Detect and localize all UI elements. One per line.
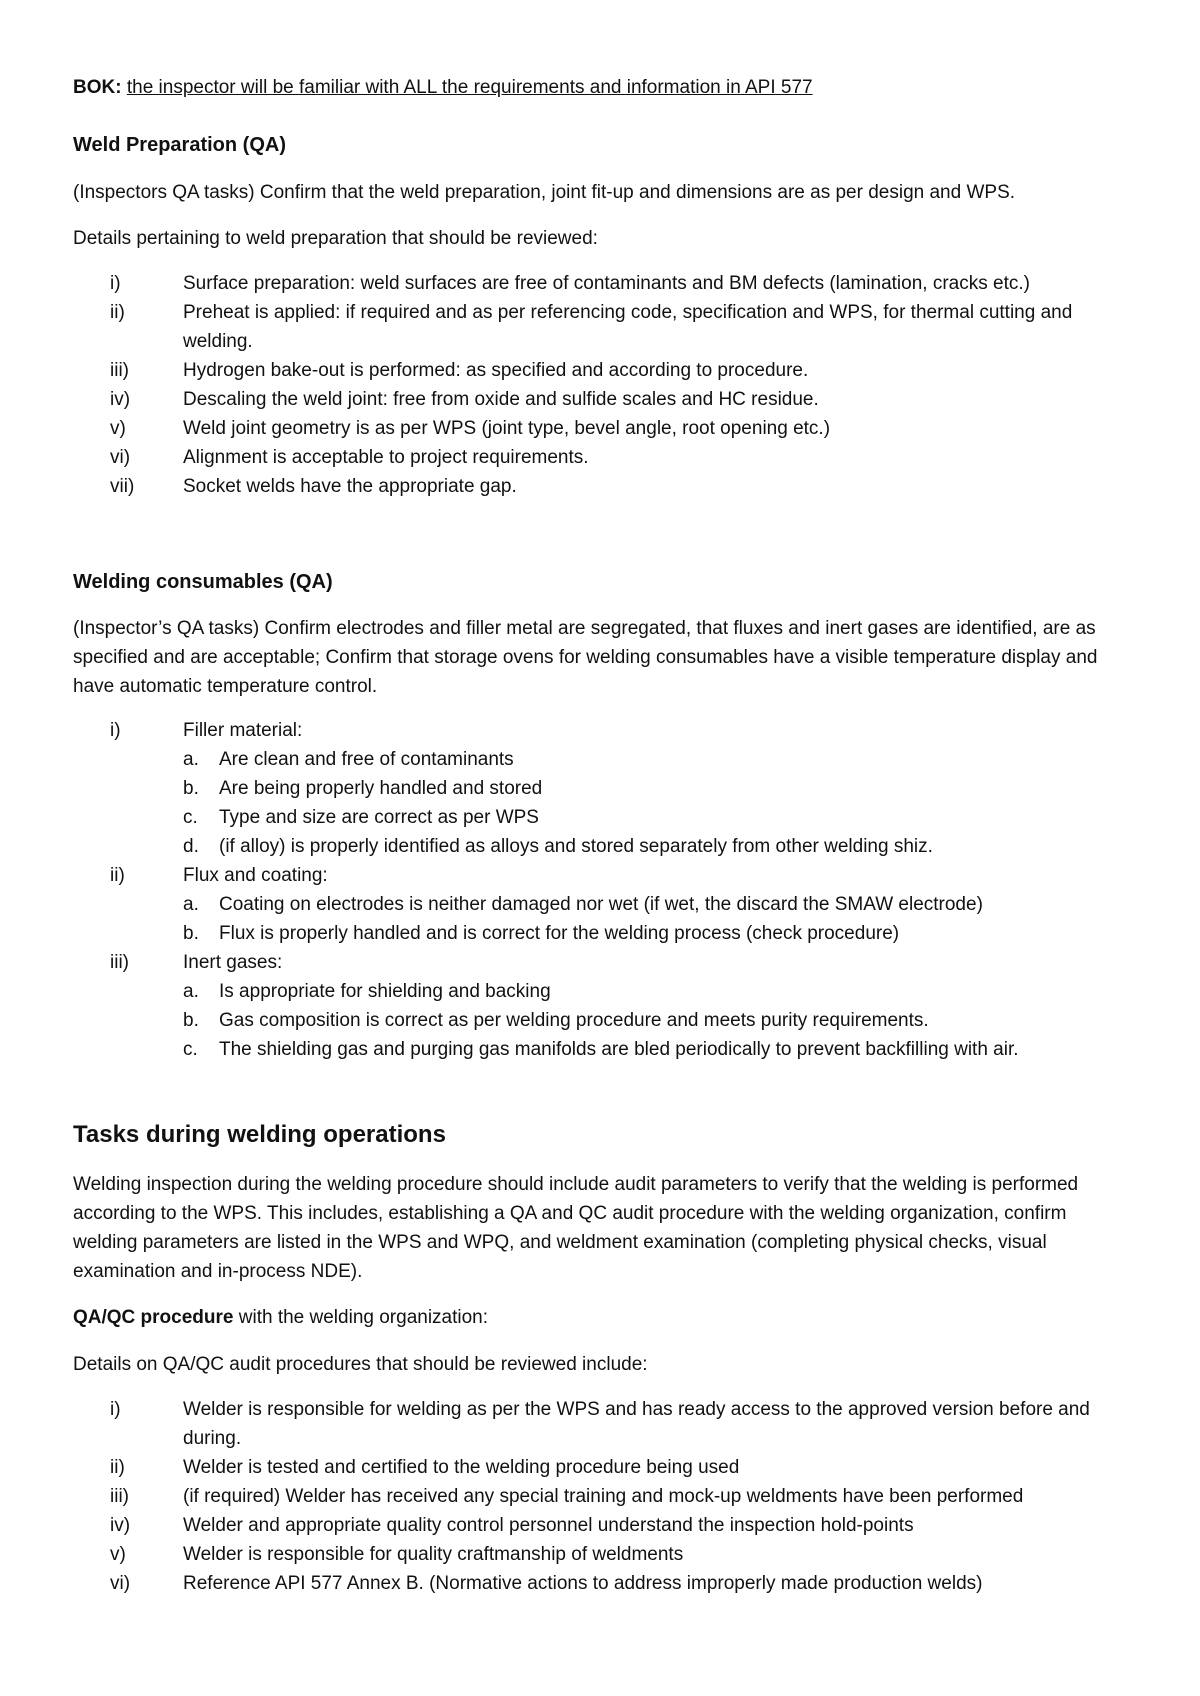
sub-list <box>183 977 1133 1064</box>
list-item: i) Filler material: a. Are clean and free of contaminants b. Are being properly handled and stored c. Type and size are correct as per WPS d. (if alloy) is properly identified as alloys and stored separately from other welding shiz. <box>73 716 1133 861</box>
tasks-details: Details on QA/QC audit procedures that should be reviewed include: <box>73 1354 648 1375</box>
sub-item: a. Are clean and free of contaminants <box>183 749 514 770</box>
consumables-intro: (Inspector’s QA tasks) Confirm electrodes and filler metal are segregated, that fluxes and inert gases are identified, are as specified and are acceptable; Confirm that storage ovens for welding consumables have a visible temperature display and have automatic temperature control. <box>73 618 1098 697</box>
list-item: v) Weld joint geometry is as per WPS (joint type, bevel angle, root opening etc.) <box>110 418 831 439</box>
bok-text: the inspector will be familiar with ALL the requirements and information in API 577 <box>126 77 813 98</box>
consumables-list <box>73 716 1133 1064</box>
list-item: iv) Descaling the weld joint: free from oxide and sulfide scales and HC residue. <box>110 389 819 410</box>
list-item: vi) Alignment is acceptable to project requirements. <box>110 447 589 468</box>
tasks-intro: Welding inspection during the welding procedure should include audit parameters to verify that the welding is performed according to the WPS. This includes, establishing a QA and QC audit procedure with the welding organization, confirm welding parameters are listed in the WPS and WPQ, and weldment examination (completing physical checks, visual examination and in-process NDE). <box>73 1174 1079 1282</box>
tasks-heading: Tasks during welding operations <box>73 1121 446 1148</box>
weld-prep-list <box>73 269 1133 501</box>
weld-prep-heading: Weld Preparation (QA) <box>73 134 286 156</box>
list-item: ii) Welder is tested and certified to the welding procedure being used <box>110 1457 740 1478</box>
sub-item: a. Is appropriate for shielding and backing <box>183 981 551 1002</box>
consumables-heading: Welding consumables (QA) <box>73 571 333 593</box>
list-item: vii) Socket welds have the appropriate gap. <box>110 476 517 497</box>
bok-label: BOK: <box>73 77 122 98</box>
tasks-list <box>73 1395 1133 1598</box>
sub-item: d. (if alloy) is properly identified as alloys and stored separately from other welding shiz. <box>183 836 933 857</box>
sub-item: c. The shielding gas and purging gas manifolds are bled periodically to prevent backfilling with air. <box>183 1039 1019 1060</box>
sub-item: c. Type and size are correct as per WPS <box>183 807 539 828</box>
list-item: v) Welder is responsible for quality craftmanship of weldments <box>110 1544 684 1565</box>
sub-item: b. Gas composition is correct as per welding procedure and meets purity requirements. <box>183 1010 929 1031</box>
list-item: iii) Hydrogen bake-out is performed: as specified and according to procedure. <box>110 360 809 381</box>
weld-prep-details: Details pertaining to weld preparation that should be reviewed: <box>73 228 598 249</box>
qaqc-line <box>73 1303 1133 1332</box>
sub-item: b. Are being properly handled and stored <box>183 778 543 799</box>
sub-item: b. Flux is properly handled and is correct for the welding process (check procedure) <box>183 923 900 944</box>
list-item: iii) (if required) Welder has received any special training and mock-up weldments have been performed <box>110 1486 1024 1507</box>
sub-list <box>183 890 1133 948</box>
list-item: ii) Preheat is applied: if required and as per referencing code, specification and WPS, for thermal cutting and welding. <box>110 302 1073 352</box>
bok-line <box>73 73 1133 102</box>
list-item: i) Surface preparation: weld surfaces are free of contaminants and BM defects (lamination, cracks etc.) <box>110 273 1030 294</box>
qaqc-rest: with the welding organization: <box>233 1307 489 1328</box>
list-item: iv) Welder and appropriate quality control personnel understand the inspection hold-points <box>110 1515 914 1536</box>
sub-item: a. Coating on electrodes is neither damaged nor wet (if wet, the discard the SMAW electrode) <box>183 894 983 915</box>
list-item: iii) Inert gases: a. Is appropriate for shielding and backing b. Gas composition is correct as per welding procedure and meets purity requirements. c. The shielding gas and purging gas manifolds are bled periodically to prevent backfilling with air. <box>73 948 1133 1064</box>
sub-list <box>183 745 1133 861</box>
list-item: vi) Reference API 577 Annex B. (Normative actions to address improperly made production welds) <box>110 1573 983 1594</box>
weld-prep-intro: (Inspectors QA tasks) Confirm that the weld preparation, joint fit-up and dimensions are as per design and WPS. <box>73 182 1016 203</box>
list-item: i) Welder is responsible for welding as per the WPS and has ready access to the approved version before and during. <box>110 1399 1090 1449</box>
list-item: ii) Flux and coating: a. Coating on electrodes is neither damaged nor wet (if wet, the discard the SMAW electrode) b. Flux is properly handled and is correct for the welding process (check procedure) <box>73 861 1133 948</box>
qaqc-bold: QA/QC procedure <box>73 1307 234 1328</box>
